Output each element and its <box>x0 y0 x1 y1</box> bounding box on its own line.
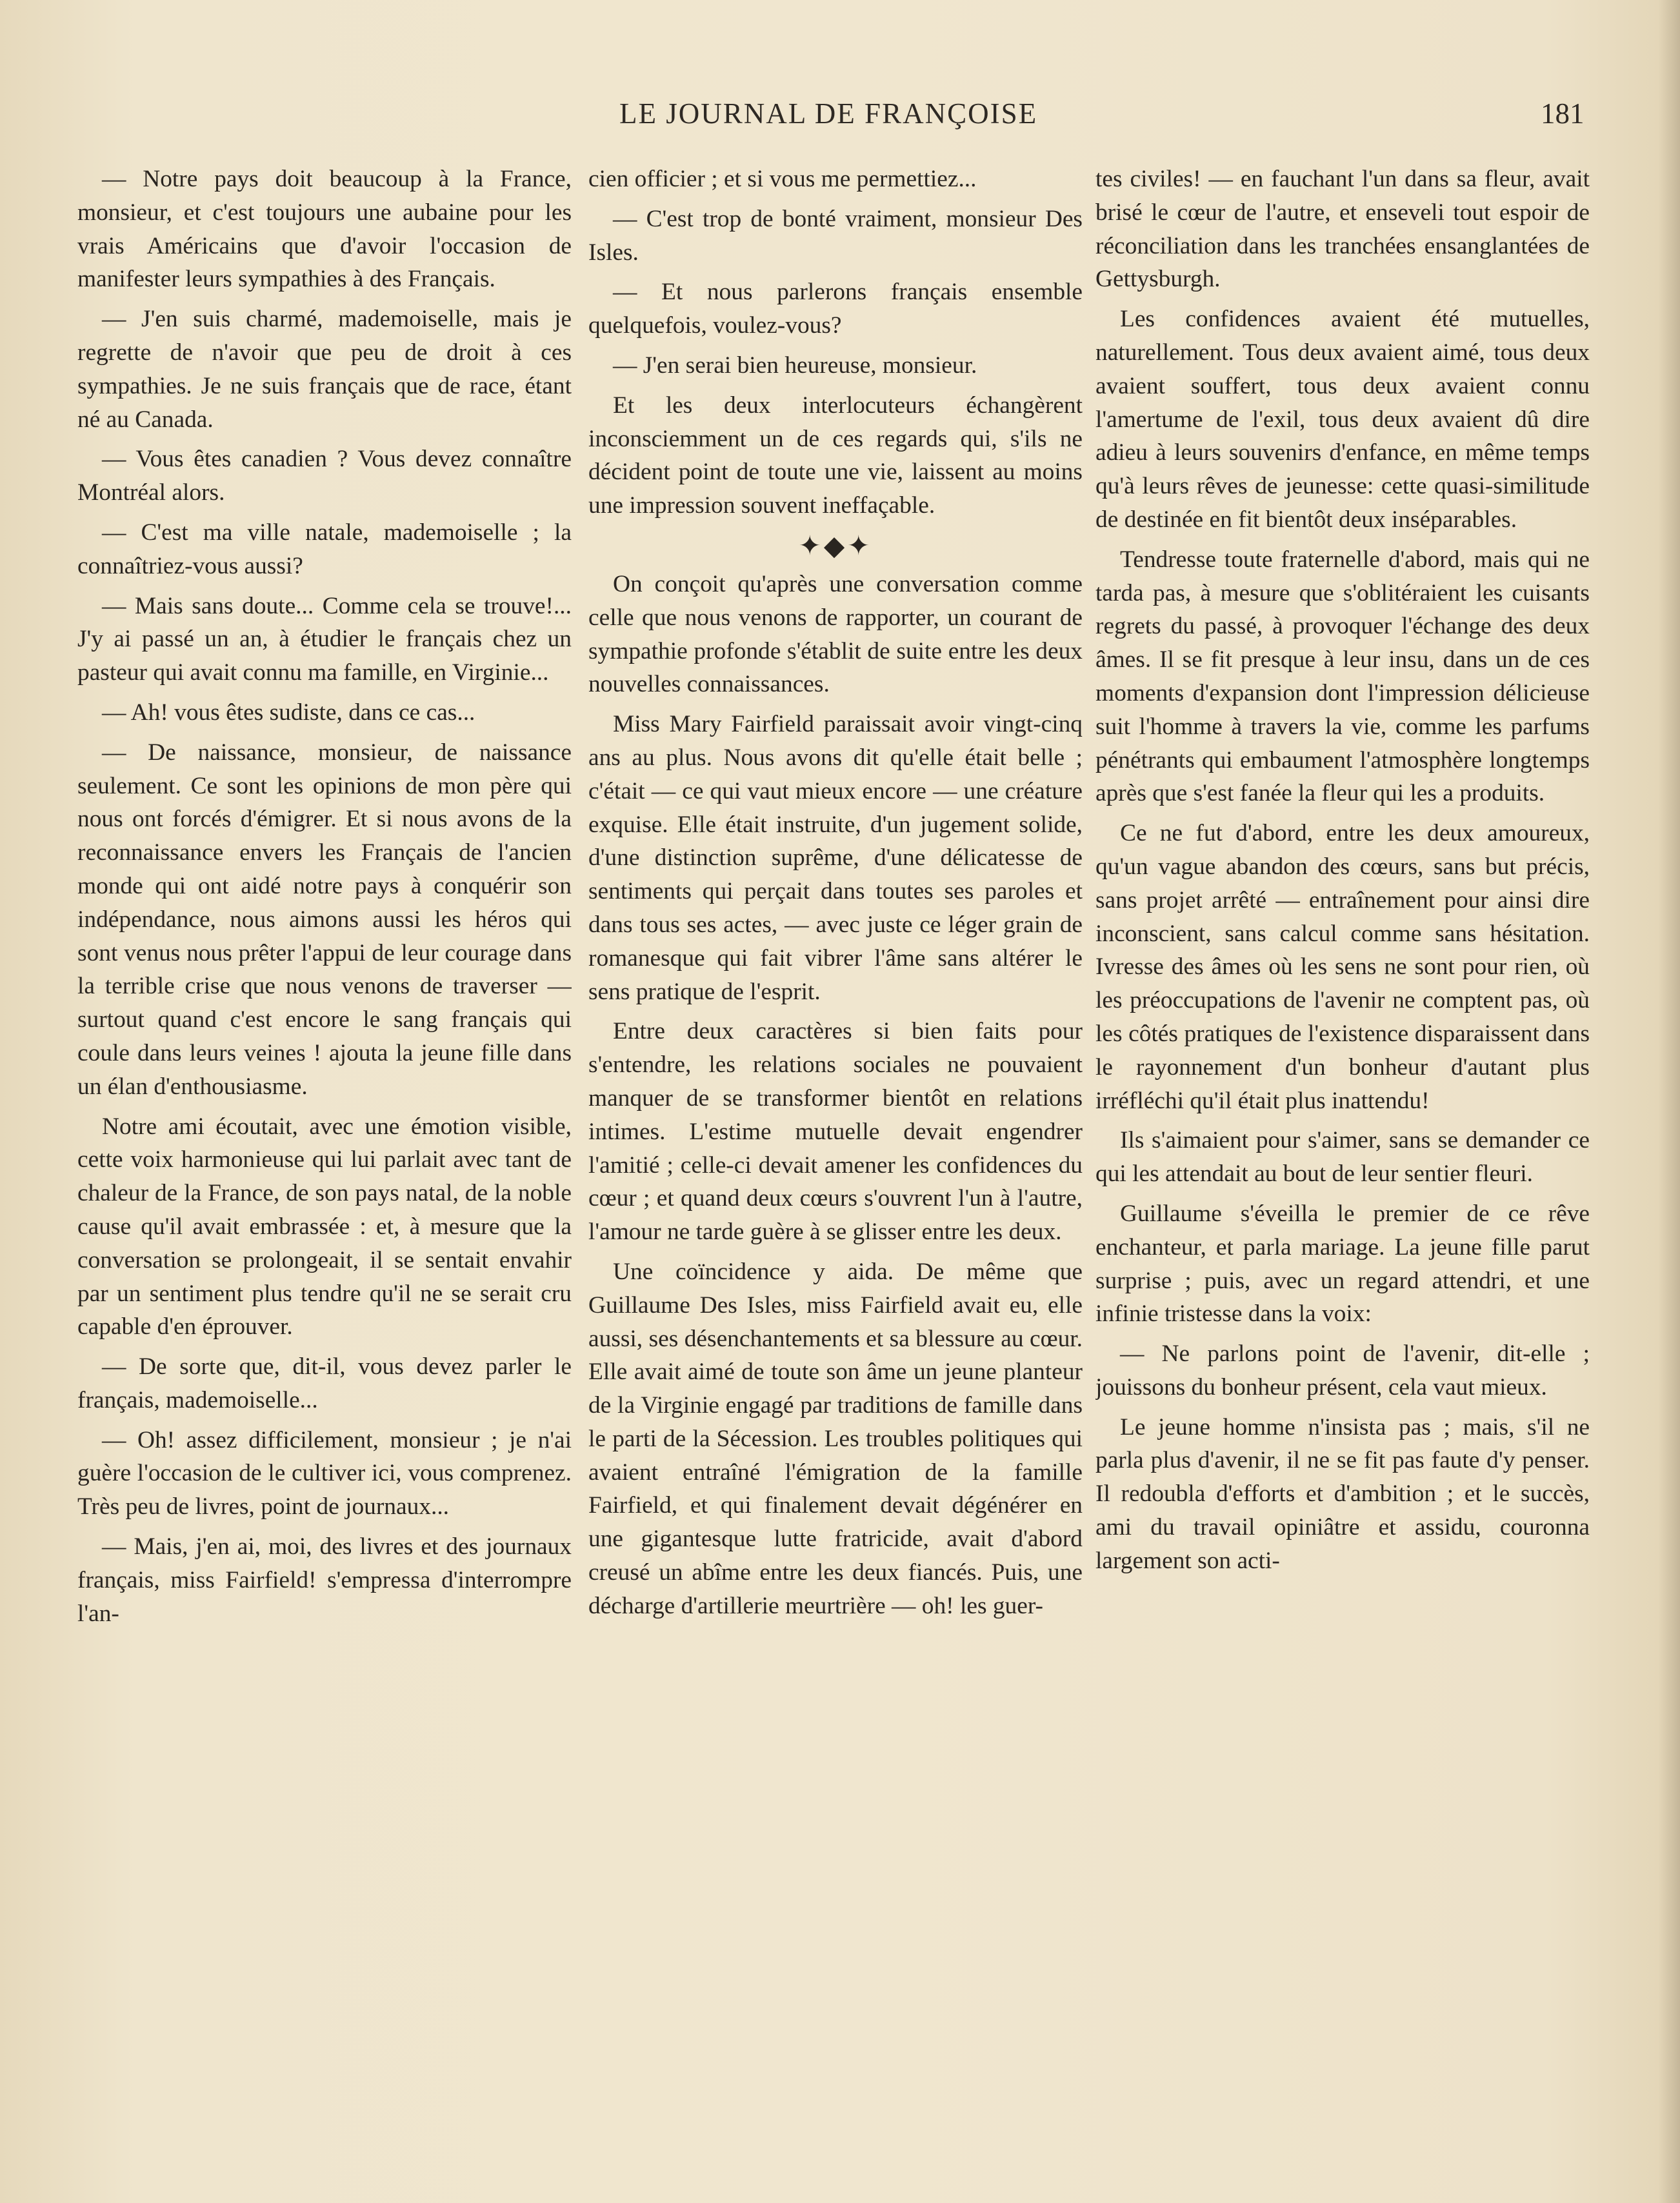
paragraph: Guillaume s'éveilla le premier de ce rêve enchanteur, et parla mariage. La jeune fille parut surprise ; puis, avec un regard attendri, et une infinie tristesse dans la voix: <box>1095 1200 1590 1328</box>
paragraph: Les confidences avaient été mutuelles, naturellement. Tous deux avaient aimé, tous deux avaient souffert, tous deux avaient connu l'amertume de l'exil, tous deux avaient dû dire adieu à leurs souvenirs d'enfance, en même temps qu'à leurs rêves de jeunesse: cette quasi-similitude de destinée en fit bientôt deux inséparables. <box>1095 306 1590 533</box>
paragraph: — Et nous parlerons français ensemble quelquefois, voulez-vous? <box>588 279 1083 339</box>
paragraph: On conçoit qu'après une conversation comme celle que nous venons de rapporter, un courant de sympathie profonde s'établit de suite entre les deux nouvelles connaissances. <box>588 570 1083 698</box>
paragraph: — Vous êtes canadien ? Vous devez connaître Montréal alors. <box>77 446 572 506</box>
paragraph: — Mais, j'en ai, moi, des livres et des journaux français, miss Fairfield! s'empressa d'interrompre l'an- <box>77 1533 572 1627</box>
paragraph-continuation: cien officier ; et si vous me permettiez... <box>588 166 977 192</box>
running-title: LE JOURNAL DE FRANÇOISE <box>619 97 1038 130</box>
paragraph: — J'en suis charmé, mademoiselle, mais je regrette de n'avoir que peu de droit à ces sympathies. Je ne suis français que de race, étant né au Canada. <box>77 306 572 433</box>
text-column-3 <box>1095 163 1590 2104</box>
paragraph: Entre deux caractères si bien faits pour s'entendre, les relations sociales ne pouvaient manquer de se transformer bientôt en relations intimes. L'estime mutuelle devait engendrer l'amitié ; celle-ci devait amener les confidences du cœur ; et quand deux cœurs s'ouvrent l'un à l'autre, l'amour ne tarde guère à se glisser entre les deux. <box>588 1018 1083 1246</box>
page-header <box>0 97 1680 135</box>
paragraph: Notre ami écoutait, avec une émotion visible, cette voix harmonieuse qui lui parlait avec tant de chaleur de la France, de son pays natal, de la noble cause qu'il avait embrassée : et, à mesure que la conversation se prolongeait, il se sentait envahir par un sentiment plus tendre qu'il ne se serait cru capable d'en éprouver. <box>77 1113 572 1341</box>
paragraph: — J'en serai bien heureuse, monsieur. <box>613 352 977 379</box>
section-ornament: ✦◆✦ <box>798 531 873 561</box>
paragraph: Ce ne fut d'abord, entre les deux amoureux, qu'un vague abandon des cœurs, sans but précis, sans projet arrêté — entraînement pour ainsi dire inconscient, sans calcul comme sans hésitation. Ivresse des âmes où les sens ne sont pour rien, où les préoccupations de l'avenir ne comptent pas, où les côtés pratiques de l'existence disparaissent dans le rayonnement d'un bonheur d'autant plus irréfléchi qu'il était plus inattendu! <box>1095 820 1590 1114</box>
paragraph: Miss Mary Fairfield paraissait avoir vingt-cinq ans au plus. Nous avons dit qu'elle était belle ; c'était — ce qui vaut mieux encore — une créature exquise. Elle était instruite, d'un jugement solide, d'une distinction suprême, d'une délicatesse de sentiments qui perçait dans toutes ses paroles et dans tous ses actes, — avec juste ce léger grain de romanesque qui fait vibrer l'âme sans altérer le sens pratique de l'esprit. <box>588 711 1083 1005</box>
paragraph: — De sorte que, dit-il, vous devez parler le français, mademoiselle... <box>77 1353 572 1413</box>
paragraph: — Mais sans doute... Comme cela se trouve!... J'y ai passé un an, à étudier le français chez un pasteur qui avait connu ma famille, en Virginie... <box>77 592 572 686</box>
text-column-2 <box>588 163 1083 2104</box>
paragraph: — De naissance, monsieur, de naissance seulement. Ce sont les opinions de mon père qui nous ont forcés d'émigrer. Et si nous avons de la reconnaissance envers les Français de l'ancien monde qui ont aidé notre pays à conquérir son indépendance, nous aimons aussi les héros qui sont venus nous prêter l'appui de leur courage dans la terrible crise que nous venons de traverser — surtout quand c'est encore le sang français qui coule dans leurs veines ! ajouta la jeune fille dans un élan d'enthousiasme. <box>77 739 572 1100</box>
paragraph-continuation: tes civiles! — en fauchant l'un dans sa fleur, avait brisé le cœur de l'autre, et enseveli tout espoir de réconciliation dans les tranchées ensanglantées de Gettysburgh. <box>1095 166 1590 293</box>
paragraph: — C'est trop de bonté vraiment, monsieur Des Isles. <box>588 205 1083 266</box>
paragraph: Une coïncidence y aida. De même que Guillaume Des Isles, miss Fairfield avait eu, elle aussi, ses désenchantements et sa blessure au cœur. Elle avait aimé de toute son âme un jeune planteur de la Virginie engagé par traditions de famille dans le parti de la Sécession. Les troubles politiques qui avaient entraîné l'émigration de la famille Fairfield, et qui finalement devait dégénérer en une gigantesque lutte fratricide, avait d'abord creusé un abîme entre les deux fiancés. Puis, une décharge d'artillerie meurtrière — oh! les guer- <box>588 1258 1083 1619</box>
paragraph: Et les deux interlocuteurs échangèrent inconsciemment un de ces regards qui, s'ils ne décident point de toute une vie, laissent au moins une impression souvent ineffaçable. <box>588 392 1083 519</box>
paragraph: — Notre pays doit beaucoup à la France, monsieur, et c'est toujours une aubaine pour les vrais Américains que d'avoir l'occasion de manifester leurs sympathies à des Français. <box>77 166 572 293</box>
page-number: 181 <box>1541 97 1585 130</box>
paragraph: — Oh! assez difficilement, monsieur ; je n'ai guère l'occasion de le cultiver ici, vous comprenez. Très peu de livres, point de journaux... <box>77 1426 572 1520</box>
paragraph: — C'est ma ville natale, mademoiselle ; la connaîtriez-vous aussi? <box>77 519 572 579</box>
page-edge-shadow <box>1658 0 1680 2203</box>
paragraph: — Ah! vous êtes sudiste, dans ce cas... <box>102 699 475 726</box>
paragraph: — Ne parlons point de l'avenir, dit-elle ; jouissons du bonheur présent, cela vaut mieux. <box>1095 1341 1590 1401</box>
paragraph: Tendresse toute fraternelle d'abord, mais qui ne tarda pas, à mesure que s'oblitéraient les cuisants regrets du passé, à provoquer l'échange des deux âmes. Il se fit presque à leur insu, dans un de ces moments d'expansion dont l'impression délicieuse suit l'homme à travers la vie, comme les parfums pénétrants qui embaument l'atmosphère longtemps après que s'est fanée la fleur qui les a produits. <box>1095 546 1590 807</box>
text-column-1 <box>77 163 572 2104</box>
paragraph: Le jeune homme n'insista pas ; mais, s'il ne parla plus d'avenir, il ne se fit pas faute d'y penser. Il redoubla d'efforts et d'ambition ; et le succès, ami du travail opiniâtre et assidu, couronna largement son acti- <box>1095 1413 1590 1574</box>
paragraph: Ils s'aimaient pour s'aimer, sans se demander ce qui les attendait au bout de leur sentier fleuri. <box>1095 1127 1590 1188</box>
